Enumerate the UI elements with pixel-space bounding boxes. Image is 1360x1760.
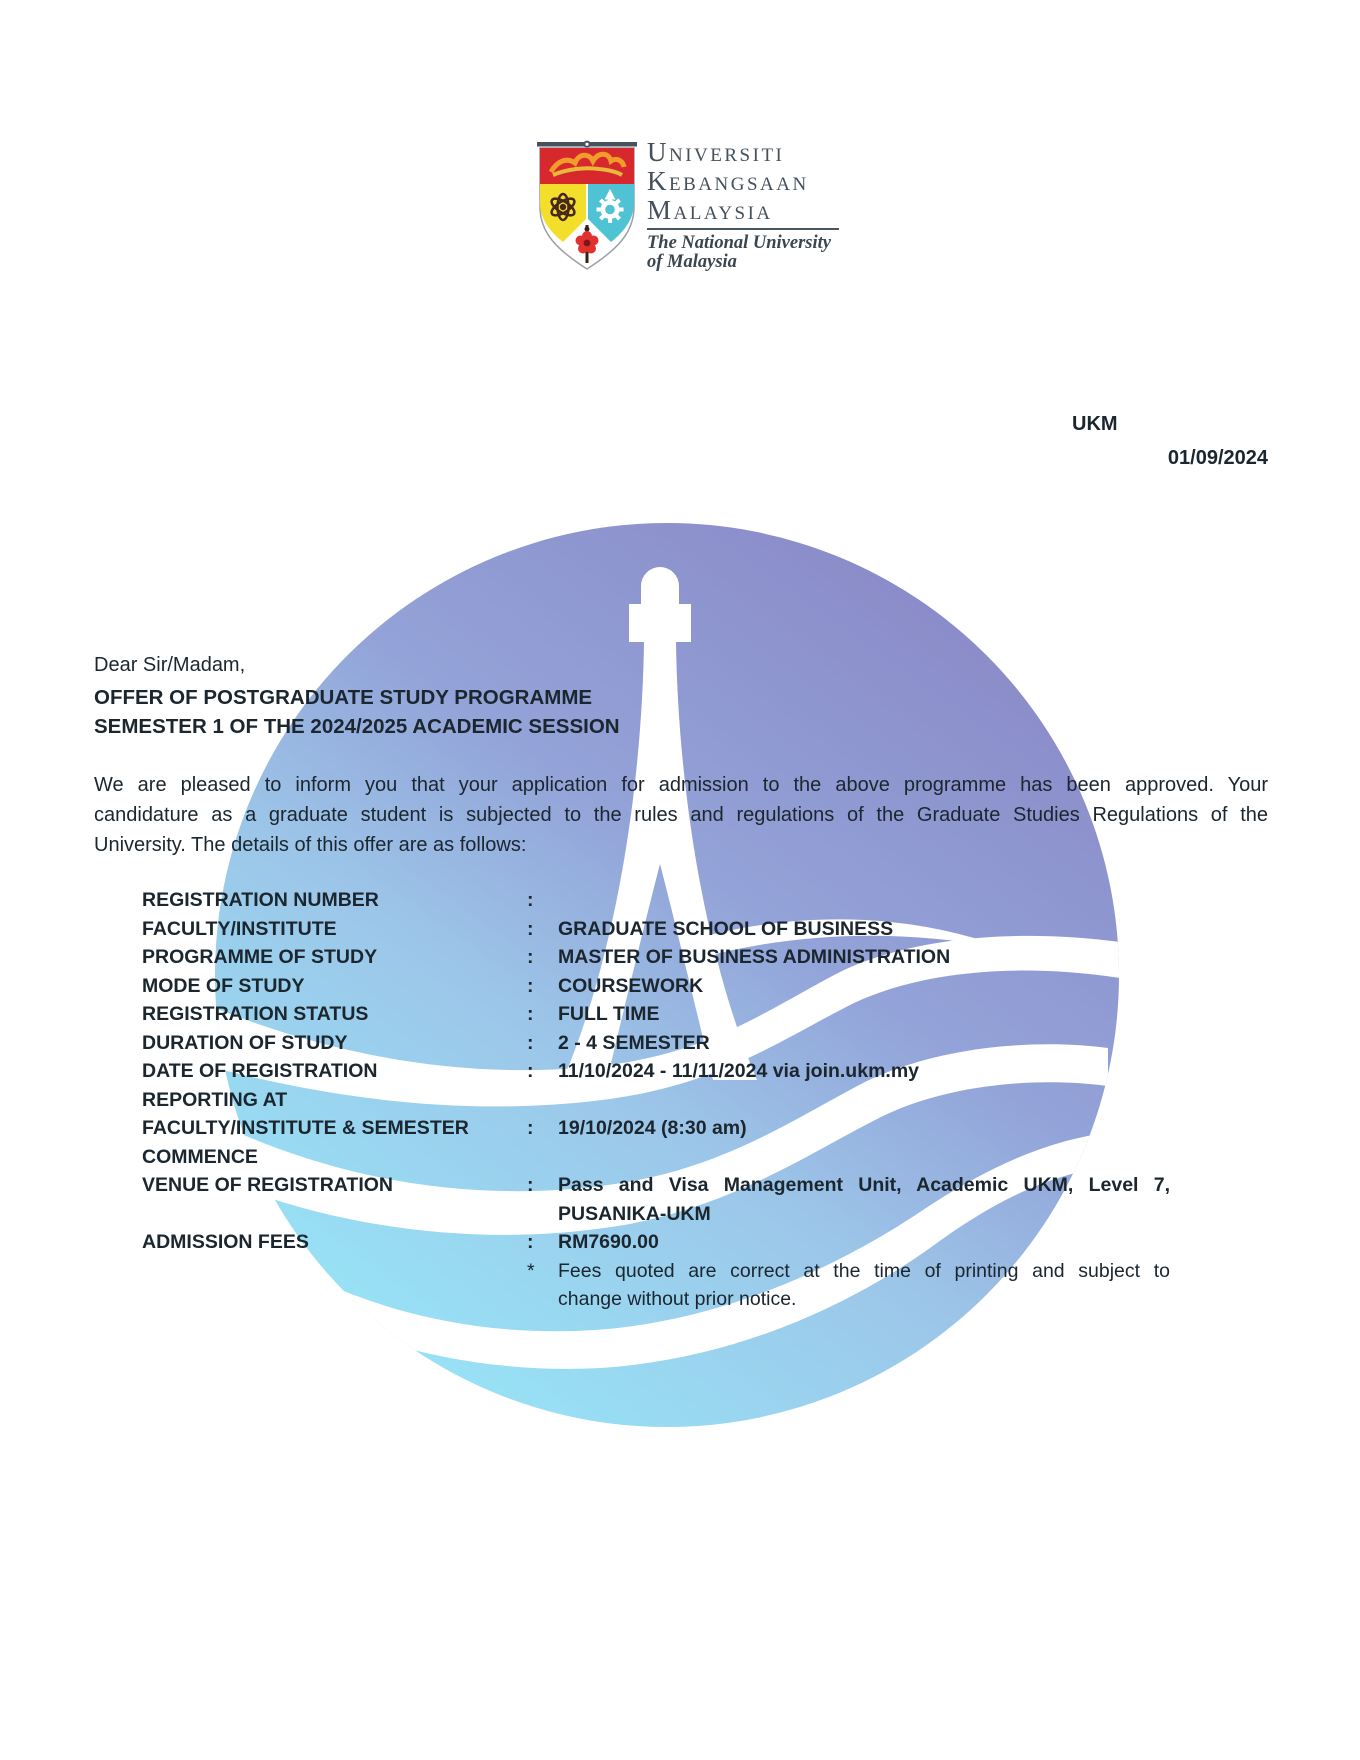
row-colon bbox=[527, 1086, 558, 1115]
table-row bbox=[142, 1143, 1170, 1172]
row-colon: : bbox=[527, 946, 534, 968]
row-value bbox=[558, 886, 1170, 915]
table-row bbox=[142, 943, 1170, 972]
subject-heading bbox=[94, 683, 620, 741]
row-value: MASTER OF BUSINESS ADMINISTRATION bbox=[558, 946, 951, 968]
logo-line-universiti bbox=[647, 137, 839, 166]
salutation: Dear Sir/Madam, bbox=[94, 654, 246, 676]
row-colon: : bbox=[527, 1174, 534, 1196]
logo-line-malaysia bbox=[647, 195, 839, 224]
footnote-asterisk: * bbox=[527, 1259, 535, 1282]
logo-rest: NIVERSITI bbox=[669, 145, 785, 166]
subject-line-1: OFFER OF POSTGRADUATE STUDY PROGRAMME bbox=[94, 686, 593, 709]
row-value bbox=[558, 1086, 1170, 1115]
row-label: REGISTRATION NUMBER bbox=[142, 889, 379, 911]
logo-wordmark bbox=[647, 137, 839, 272]
row-colon: : bbox=[527, 974, 534, 997]
row-colon: : bbox=[527, 889, 534, 911]
letter-date: 01/09/2024 bbox=[1167, 447, 1268, 469]
logo-tagline-line1: The National University bbox=[647, 233, 831, 253]
row-value: COURSEWORK bbox=[558, 974, 704, 997]
row-label: MODE OF STUDY bbox=[142, 974, 305, 997]
row-label: FACULTY/INSTITUTE bbox=[142, 917, 337, 940]
footnote-text: change without prior notice. bbox=[558, 1288, 797, 1310]
row-colon bbox=[527, 1285, 558, 1314]
row-value bbox=[558, 1143, 1170, 1172]
row-label: FACULTY/INSTITUTE & SEMESTER bbox=[142, 1117, 469, 1139]
subject-line-2: SEMESTER 1 OF THE 2024/2025 ACADEMIC SESSION bbox=[94, 715, 620, 738]
row-label: REPORTING AT bbox=[142, 1088, 288, 1111]
logo-tagline-line2: of Malaysia bbox=[647, 252, 737, 272]
table-row bbox=[142, 1114, 1170, 1143]
row-colon bbox=[527, 1200, 558, 1229]
row-label: ADMISSION FEES bbox=[142, 1231, 309, 1253]
table-row bbox=[142, 886, 1170, 915]
row-colon: : bbox=[527, 1003, 534, 1025]
logo-line-kebangsaan bbox=[647, 166, 839, 195]
table-row bbox=[142, 1200, 1170, 1229]
table-row bbox=[142, 1228, 1170, 1257]
table-row bbox=[142, 1057, 1170, 1086]
row-colon: : bbox=[527, 1231, 534, 1253]
row-label: VENUE OF REGISTRATION bbox=[142, 1174, 393, 1196]
logo-divider bbox=[647, 228, 839, 230]
row-colon: : bbox=[527, 1060, 534, 1082]
table-row-footnote bbox=[142, 1257, 1170, 1286]
row-value: FULL TIME bbox=[558, 1003, 660, 1025]
row-value: 19/10/2024 (8:30 am) bbox=[558, 1117, 747, 1139]
table-row bbox=[142, 1171, 1170, 1200]
offer-details-table bbox=[142, 886, 1170, 1314]
intro-line-3: University. The details of this offer are as follows: bbox=[94, 834, 527, 856]
logo-rest: ALAYSIA bbox=[673, 203, 773, 224]
row-colon bbox=[527, 1143, 558, 1172]
row-value: PUSANIKA-UKM bbox=[558, 1202, 711, 1225]
reference-code: UKM bbox=[1072, 413, 1118, 435]
row-colon: : bbox=[527, 917, 534, 940]
row-label: DURATION OF STUDY bbox=[142, 1031, 348, 1054]
table-row bbox=[142, 1086, 1170, 1115]
row-label: REGISTRATION STATUS bbox=[142, 1003, 369, 1025]
table-row-footnote bbox=[142, 1285, 1170, 1314]
table-row bbox=[142, 915, 1170, 944]
table-row bbox=[142, 1000, 1170, 1029]
row-label bbox=[142, 1257, 527, 1286]
row-colon: : bbox=[527, 1031, 534, 1054]
row-colon: : bbox=[527, 1117, 534, 1139]
logo-initial: M bbox=[647, 195, 674, 225]
logo-initial: K bbox=[647, 166, 669, 196]
row-value: 2 - 4 SEMESTER bbox=[558, 1031, 710, 1054]
row-value: RM7690.00 bbox=[558, 1231, 659, 1253]
row-label: COMMENCE bbox=[142, 1145, 258, 1168]
row-label: DATE OF REGISTRATION bbox=[142, 1060, 378, 1082]
row-value: 11/10/2024 - 11/11/2024 via join.ukm.my bbox=[558, 1060, 920, 1082]
intro-paragraph bbox=[94, 770, 1268, 860]
row-label bbox=[142, 1285, 527, 1314]
intro-line-1: We are pleased to inform you that your application for admission to the above programme has been approved. Your bbox=[94, 774, 1268, 796]
row-label bbox=[142, 1200, 527, 1229]
logo-rest: EBANGSAAN bbox=[669, 174, 809, 195]
row-value: GRADUATE SCHOOL OF BUSINESS bbox=[558, 917, 894, 940]
logo-initial: U bbox=[647, 137, 669, 167]
table-row bbox=[142, 972, 1170, 1001]
intro-line-2: candidature as a graduate student is subjected to the rules and regulations of the Graduate Studies Regulations of the bbox=[94, 804, 1268, 826]
table-row bbox=[142, 1029, 1170, 1058]
row-label: PROGRAMME OF STUDY bbox=[142, 946, 378, 968]
footnote-text: Fees quoted are correct at the time of printing and subject to bbox=[558, 1259, 1170, 1282]
ukm-crest-logo bbox=[537, 139, 637, 277]
row-value: Pass and Visa Management Unit, Academic UKM, Level 7, bbox=[558, 1174, 1170, 1196]
